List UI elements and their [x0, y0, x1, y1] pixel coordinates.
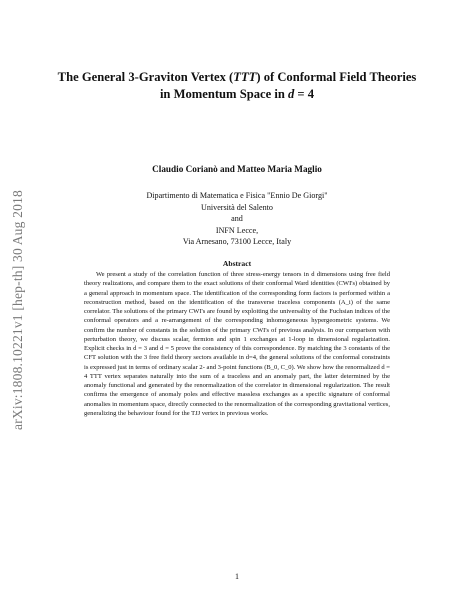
affiliation-line: Dipartimento di Matematica e Fisica "Ennio De Giorgi": [146, 191, 328, 200]
paper-authors: Claudio Corianò and Matteo Maria Maglio: [152, 164, 322, 174]
abstract-heading: Abstract: [222, 259, 252, 268]
paper-title: [40, 69, 434, 103]
affiliation-line: and: [231, 214, 243, 223]
page-number: 1: [235, 572, 239, 581]
arxiv-identifier-stamp[interactable]: [6, 150, 30, 470]
affiliation-line: Università del Salento: [201, 202, 273, 212]
title-ttt-symbol: TTT: [233, 70, 257, 84]
abstract-body: We present a study of the correlation function of three stress-energy tensors in d dimensions using free field theory realizations, and compare them to the exact solutions of their conformal Ward identities (CWI's) obtained by a general approach in momentum space. The identification of the corresponding form factors is performed within a reconstruction method, based on the identification of the transverse traceless components (A_i) of the same correlator. The solutions of the primary CWI's are found by exploiting the universality of the Fuchsian indices of the conformal operators and a re-arrangement of the corresponding inhomogeneous hypergeometric systems. We confirm the number of constants in the solution of the primary CWI's of previous analysis. In our comparison with perturbation theory, we discuss scalar, fermion and spin 1 exchanges at 1-loop in dimensional regularization. Explicit checks in d = 3 and d = 5 prove the consistency of this correspondence. By matching the 3 constants of the CFT solution with the 3 free field theory sectors available in d=4, the general solutions of the conformal constraints is expressed just in terms of ordinary scalar 2- and 3-point functions (B_0, C_0). We show how the renormalized d = 4 TTT vertex separates naturally into the sum of a traceless and an anomaly part, the latter determined by the anomaly functional and generated by the renormalization of the correlator in dimensional regularization. The result confirms the emergence of anomaly poles and effective massless exchanges as a specific signature of conformal anomalies in momentum space, directly connected to the renormalization of the corresponding gravitational vertices, generalizing the behaviour found for the TJJ vertex in previous works.: [84, 271, 390, 417]
arxiv-identifier-text[interactable]: arXiv:1808.10221v1 [hep-th] 30 Aug 2018: [10, 190, 25, 430]
affiliation-line: Via Arnesano, 73100 Lecce, Italy: [182, 237, 292, 246]
author-affiliation: [40, 190, 434, 248]
title-line-2: in Momentum Space in d = 4: [159, 87, 315, 101]
title-line-1: The General 3-Graviton Vertex (TTT) of Conformal Field Theories: [57, 70, 417, 84]
affiliation-line: INFN Lecce,: [215, 225, 259, 235]
title-d-symbol: d: [287, 87, 295, 101]
